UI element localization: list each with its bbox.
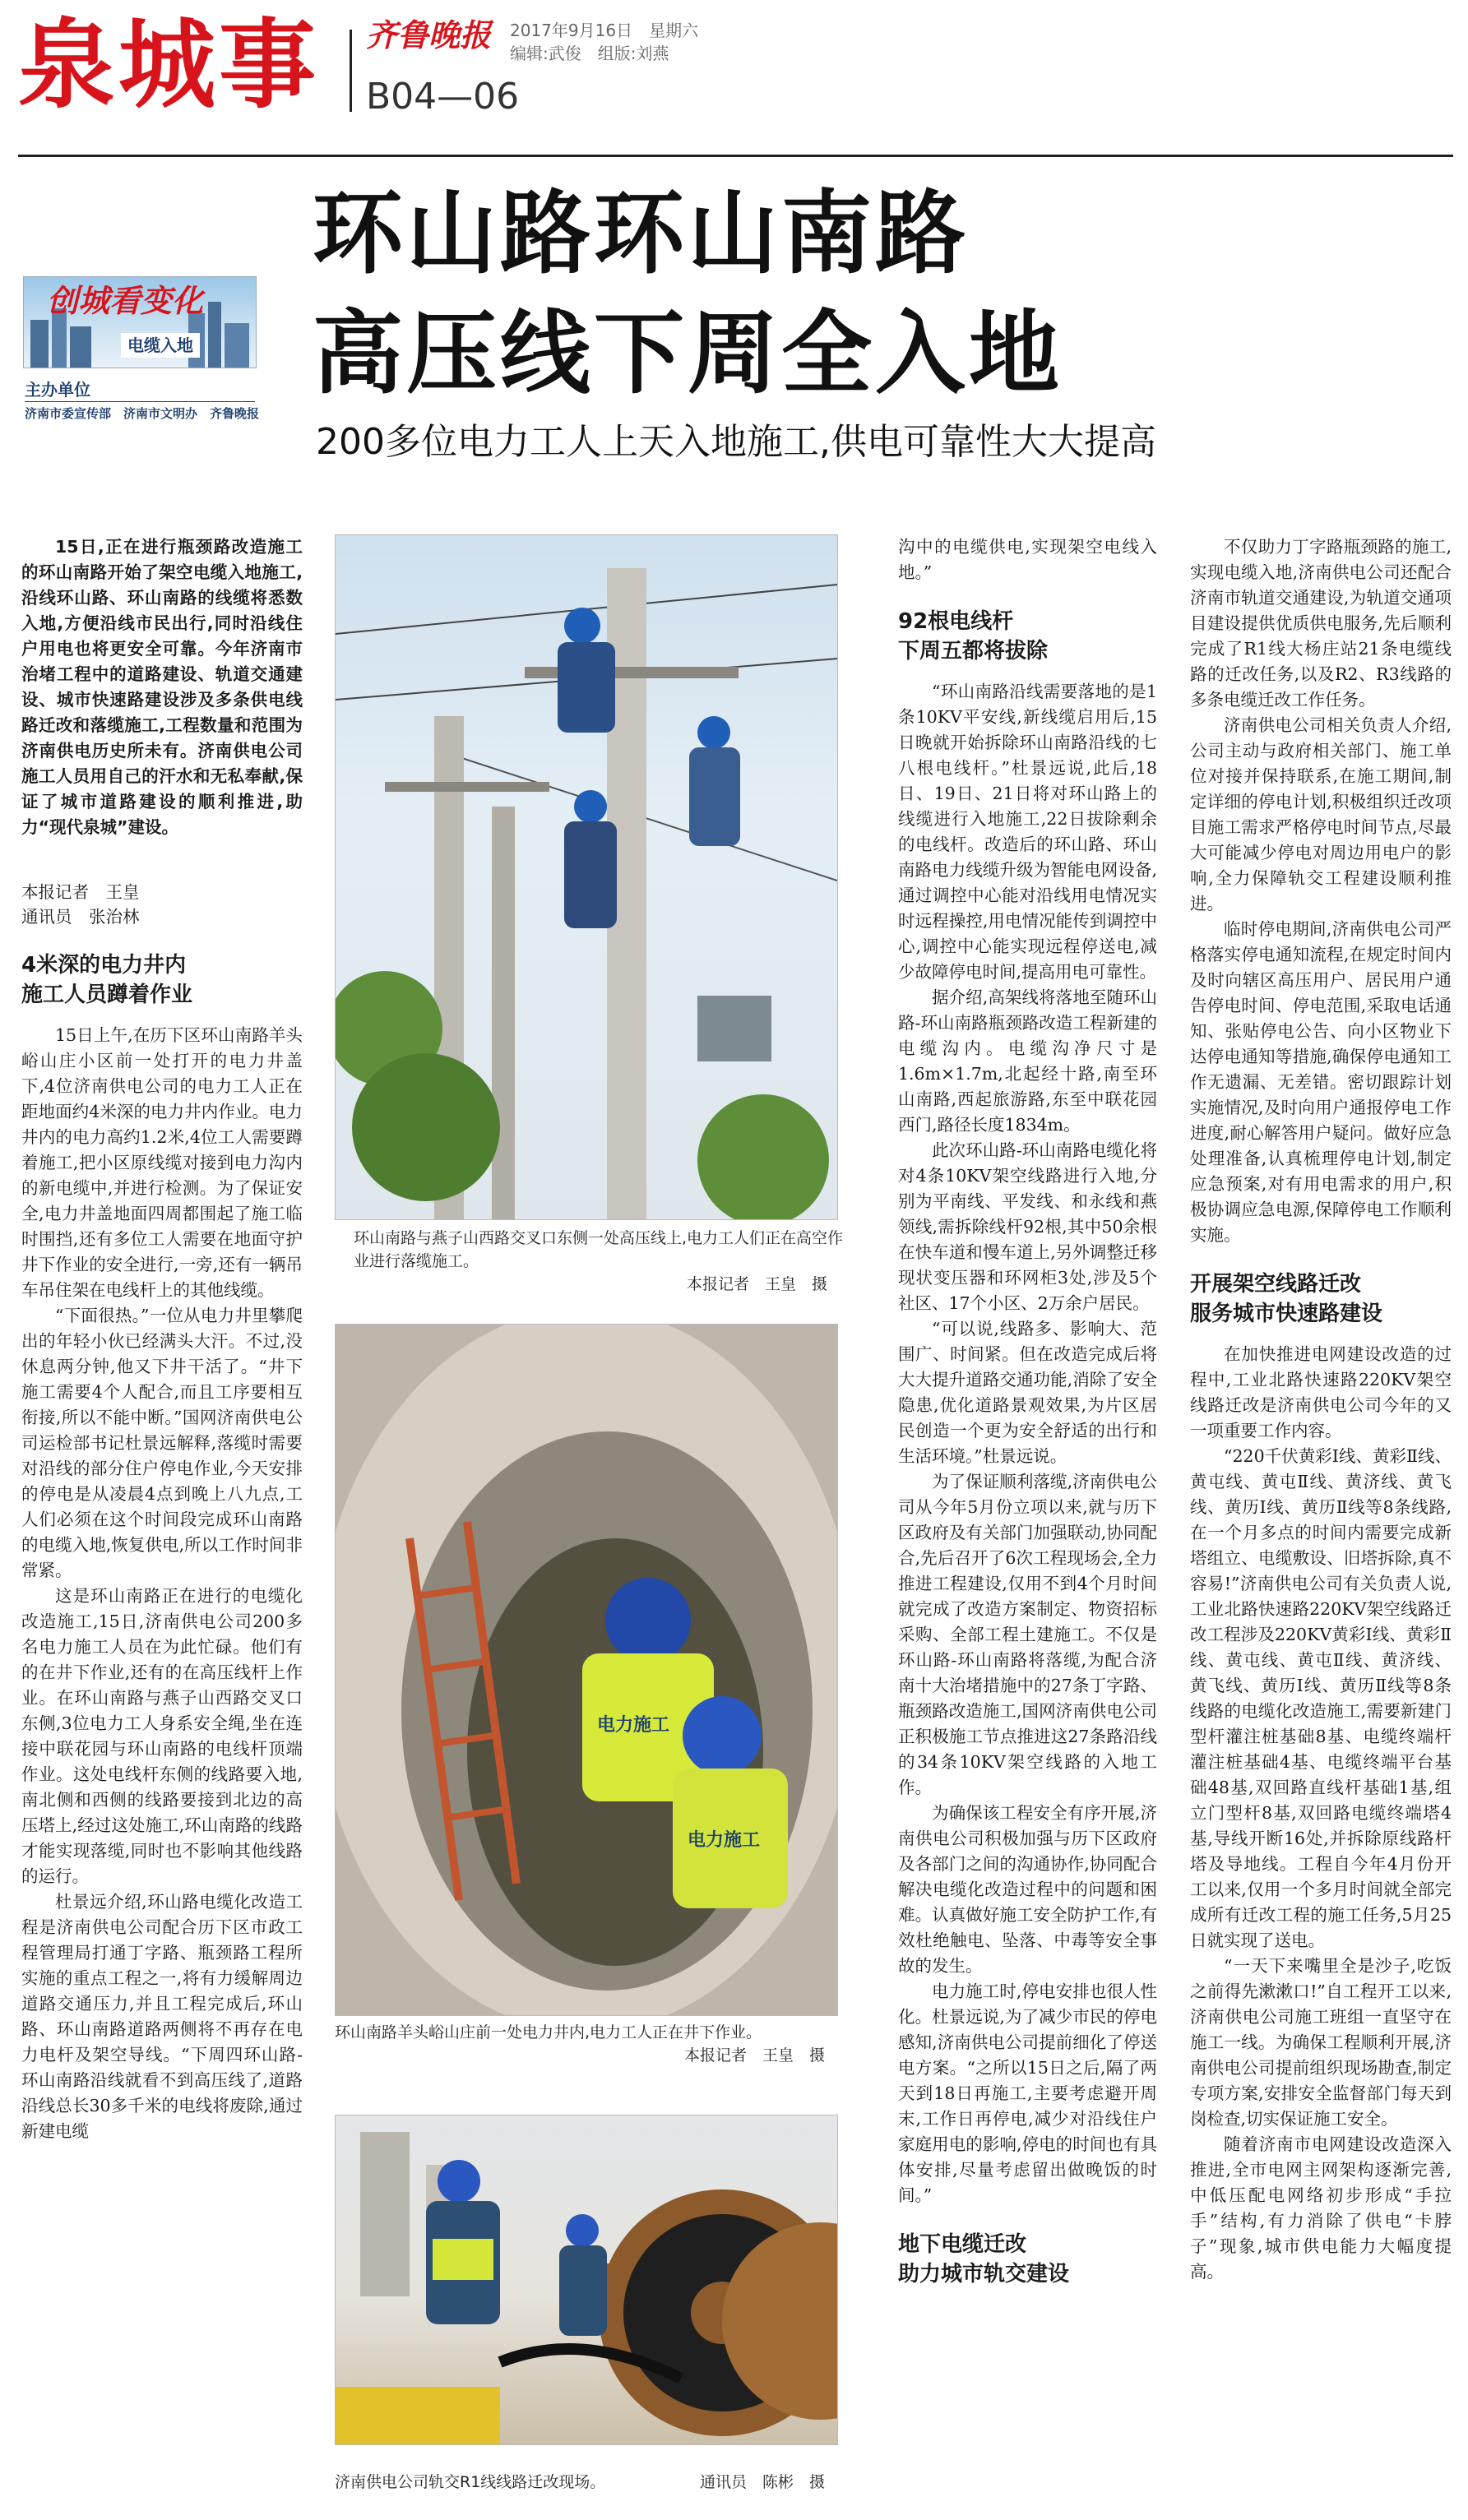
section-subhead-well: 4米深的电力井内 施工人员蹲着作业 [21, 953, 193, 1007]
masthead-divider [350, 30, 352, 112]
headline-line1: 环山路环山南路 [313, 181, 969, 286]
vest-label: 电力施工 [688, 1830, 761, 1851]
section-subhead-poles: 92根电线杆 下周五都将拔除 [898, 609, 1049, 664]
masthead-date: 2017年9月16日 星期六 [510, 21, 699, 40]
masthead-rule [18, 155, 1453, 157]
body-paragraph: 据介绍,高架线将落地至随环山路-环山南路瓶颈路改造工程新建的电缆沟内。电缆沟净尺寸是1.6m×1.7m,北起经十路,南至环山南路,西起旅游路,东至中联花园西门,路径长度1834m。 [898, 987, 1157, 1135]
photo-cable-site-caption [335, 2471, 845, 2494]
photo-pole-workers-caption [354, 1227, 847, 1296]
body-paragraph: “一天下来嘴里全是沙子,吃饭之前得先漱漱口!”自工程开工以来,济南供电公司施工班组一直坚守在施工一线。为确保工程顺利开展,济南供电公司提前组织现场勘查,制定专项方案,安排安全监督部门每天到岗检查,切实保证施工安全。 [1190, 1956, 1452, 2129]
caption-text: 环山南路与燕子山西路交叉口东侧一处高压线上,电力工人们正在高空作业进行落缆施工。 [354, 1229, 844, 1270]
body-paragraph: 15日上午,在历下区环山南路羊头峪山庄小区前一处打开的电力井盖下,4位济南供电公司的电力工人正在距地面约4米深的电力井内作业。电力井内的电力高约1.2米,4位工人需要蹲着施工,把小区原线缆对接到电力沟内的新电缆中,并进行检测。为了保证安全,电力井盖地面四周都围起了施工临时围挡,还有多位工人需要在地面守护井下作业的安全进行,一旁,还有一辆吊车吊住架在电线杆上的其他线缆。 [21, 1025, 303, 1300]
host-list: 济南市委宣传部 济南市文明办 齐鲁晚报 [25, 406, 260, 421]
body-paragraph: 为确保该工程安全有序开展,济南供电公司积极加强与历下区政府及各部门之间的沟通协作,协同配合解决电缆化改造过程中的问题和困难。认真做好施工安全防护工作,有效杜绝触电、坠落、中毒等安全事故的发生。 [898, 1803, 1157, 1976]
body-paragraph: “220千伏黄彩Ⅰ线、黄彩Ⅱ线、黄屯线、黄屯Ⅱ线、黄济线、黄飞线、黄历Ⅰ线、黄历Ⅱ线等8条线路,在一个月多点的时间内需要完成新塔组立、电缆敷设、旧塔拆除,真不容易!”济南供电公司有关负责人说,工业北路快速路220KV架空线路迁改工程涉及220KV黄彩Ⅰ线、黄彩Ⅱ线、黄屯线、黄屯Ⅱ线、黄济线、黄飞线、黄历Ⅰ线、黄历Ⅱ线等8条线路的电缆化改造施工,需要新建门型杆灌注桩基础8基、电缆终端杆灌注桩基础4基、电缆终端平台基础48基,双回路直线杆基础1基,组立门型杆8基,双回路电缆终端塔4基,导线开断16处,并拆除原线路杆塔及导地线。工程自今年4月份开工以来,仅用一个多月时间就全部完成所有迁改工程的施工任务,5月25日就实现了送电。 [1190, 1446, 1452, 1950]
photo-pole-workers [335, 534, 838, 1220]
host-label: 主办单位 [25, 380, 90, 400]
body-paragraph: 济南供电公司相关负责人介绍,公司主动与政府相关部门、施工单位对接并保持联系,在施工期间,制定详细的停电计划,积极组织迁改项目施工需求严格停电时间节点,尽最大可能减少停电对周边用电户的影响,全力保障轨交工程建设顺利推进。 [1190, 715, 1452, 913]
correspondent-byline: 通讯员 张治林 [21, 907, 140, 927]
campaign-logo [23, 276, 257, 368]
masthead-editors: 编辑:武俊 组版:刘燕 [510, 44, 669, 63]
body-paragraph: 杜景远介绍,环山路电缆化改造工程是济南供电公司配合历下区市政工程管理局打通丁字路、瓶颈路工程所实施的重点工程之一,将有力缓解周边道路交通压力,并且工程完成后,环山路、环山南路道路两侧将不再存在电力电杆及架空导线。“下周四环山路-环山南路沿线就看不到高压线了,道路沿线总长30多千米的电线将废除,通过新建电缆 [21, 1892, 303, 2141]
body-paragraph: 临时停电期间,济南供电公司严格落实停电通知流程,在规定时间内及时向辖区高压用户、居民用户通告停电时间、停电范围,采取电话通知、张贴停电公告、向小区物业下达停电通知等措施,确保停电通知工作无遗漏、无差错。密切跟踪计划实施情况,及时向用户通报停电工作进度,耐心解答用户疑问。做好应急处理准备,认真梳理停电计划,制定应急预案,对有用电需求的用户,积极协调应急电源,保障停电工作顺利实施。 [1190, 919, 1452, 1245]
article-column-3 [898, 534, 1157, 2508]
reporter-byline: 本报记者 王皇 [21, 882, 140, 902]
article-column-1 [21, 534, 303, 2508]
vest-label: 电力施工 [597, 1715, 670, 1736]
cable-reel-icon [336, 2115, 837, 2444]
body-paragraph: 电力施工时,停电安排也很人性化。杜景远说,为了减少市民的停电感知,济南供电公司提前细化了停送电方案。“之所以15日之后,隔了两天到18日再施工,主要考虑避开周末,工作日再停电,减少对沿线住户家庭用电的影响,停电的时间也有具体安排,尽量考虑留出做晚饭的时间。” [898, 1981, 1157, 2205]
utility-pole-icon [336, 535, 837, 1219]
campaign-logo-line1: 创城看变化 [47, 282, 204, 319]
body-paragraph: 在加快推进电网建设改造的过程中,工业北路快速路220KV架空线路迁改是济南供电公司今年的又一项重要工作内容。 [1190, 1344, 1452, 1440]
body-paragraph: “下面很热。”一位从电力井里攀爬出的年轻小伙已经满头大汗。不过,没休息两分钟,他又下井干活了。“井下施工需要4个人配合,而且工序要相互衔接,所以不能中断。”国网济南供电公司运检部书记杜景远解释,落缆时需要对沿线的部分住户停电作业,今天安排的停电是从凌晨4点到晚上八九点,工人们必须在这个时间段完成环山南路的电缆入地,恢复供电,所以工作时间非常紧。 [21, 1306, 303, 1580]
caption-text: 济南供电公司轨交R1线线路迁改现场。 [335, 2473, 606, 2491]
body-paragraph: 为了保证顺利落缆,济南供电公司从今年5月份立项以来,就与历下区政府及有关部门加强联动,协同配合,先后召开了6次工程现场会,全力推进工程建设,仅用不到4个月时间就完成了改造方案制定、物资招标采购、全部工程土建施工。不仅是环山路-环山南路将落缆,为配合济南十大治堵措施中的27条丁字路、瓶颈路改造施工,国网济南供电公司正积极施工节点推进这27条路沿线的34条10KV架空线路的入地工作。 [898, 1472, 1157, 1797]
body-paragraph: 此次环山路-环山南路电缆化将对4条10KV架空线路进行入地,分别为平南线、平发线、和永线和燕领线,需拆除线杆92根,其中50余根在快车道和慢车道上,另外调整迁移现状变压器和环网柜3处,涉及5个社区、17个小区、2万余户居民。 [898, 1140, 1157, 1313]
paper-logo: 齐鲁晚报 [366, 16, 492, 53]
body-paragraph: 不仅助力丁字路瓶颈路的施工,实现电缆入地,济南供电公司还配合济南市轨道交通建设,为轨道交通项目建设提供优质供电服务,先后顺利完成了R1线大杨庄站21条电缆线路的迁改任务,以及R2、R3线路的多条电缆迁改工作任务。 [1190, 537, 1452, 710]
photo-credit: 本报记者 王皇 摄 [683, 2046, 825, 2065]
lead-paragraph: 15日,正在进行瓶颈路改造施工的环山南路开始了架空电缆入地施工,沿线环山路、环山南路的线缆将悉数入地,方便沿线市民出行,同时沿线住户用电也将更安全可靠。今年济南市治堵工程中的道路建设、轨道交通建设、城市快速路建设涉及多条供电线路迁改和落缆施工,工程数量和范围为济南供电历史所未有。济南供电公司施工人员用自己的汗水和无私奉献,保证了城市道路建设的顺利推进,助力“现代泉城”建设。 [21, 537, 303, 837]
headline-subtitle: 200多位电力工人上天入地施工,供电可靠性大大提高 [316, 421, 1156, 463]
body-paragraph: 随着济南市电网建设改造深入推进,全市电网主网架构逐渐完善,中低压配电网络初步形成“手拉手”结构,有力消除了供电“卡脖子”现象,城市供电能力大幅度提高。 [1190, 2134, 1452, 2282]
host-divider [25, 401, 255, 402]
headline-line2: 高压线下周全入地 [313, 301, 1063, 406]
body-paragraph: 沟中的电缆供电,实现架空电线入地。” [898, 537, 1157, 582]
body-paragraph: “环山南路沿线需要落地的是1条10KV平安线,新线缆启用后,15日晚就开始拆除环山南路沿线的七八根电线杆。”杜景远说,此后,18日、19日、21日将对环山路上的线缆进行入地施工,22日拔除剩余的电线杆。改造后的环山路、环山南路电力线缆升级为智能电网设备,通过调控中心能对沿线用电情况实时远程操控,用电情况能传到调控中心,调控中心能实现远程停送电,减少故障停电时间,提高用电可靠性。 [898, 682, 1157, 982]
body-paragraph: “可以说,线路多、影响大、范围广、时间紧。但在改造完成后将大大提升道路交通功能,消除了安全隐患,优化道路景观效果,为片区居民创造一个更为安全舒适的出行和生活环境。”杜景远说。 [898, 1319, 1157, 1466]
photo-well-workers [335, 1324, 838, 2016]
campaign-logo-line2: 电缆入地 [121, 333, 200, 358]
photo-credit: 通讯员 陈彬 摄 [699, 2473, 825, 2491]
body-paragraph: 这是环山南路正在进行的电缆化改造施工,15日,济南供电公司200多名电力施工人员在为此忙碌。他们有的在井下作业,还有的在高压线杆上作业。在环山南路与燕子山西路交叉口东侧,3位电力工人身系安全绳,坐在连接中联花园与环山南路的电线杆顶端作业。这处电线杆东侧的线路要入地,南北侧和西侧的线路要接到北边的高压塔上,经过这处施工,环山南路的线路才能实现落缆,同时也不影响其他线路的运行。 [21, 1586, 303, 1886]
caption-text: 环山南路羊头峪山庄前一处电力井内,电力工人正在井下作业。 [335, 2023, 762, 2041]
photo-cable-site [335, 2115, 838, 2445]
photo-credit: 本报记者 王皇 摄 [686, 1275, 827, 1293]
photo-well-workers-caption [335, 2021, 845, 2067]
section-title: 泉城事 [18, 8, 320, 122]
section-subhead-overhead: 开展架空线路迁改 服务城市快速路建设 [1190, 1272, 1383, 1326]
section-subhead-metro: 地下电缆迁改 助力城市轨交建设 [898, 2232, 1070, 2286]
page-number: B04—06 [366, 76, 520, 118]
cable-well-icon [336, 1325, 837, 2015]
article-column-4 [1190, 534, 1452, 2508]
